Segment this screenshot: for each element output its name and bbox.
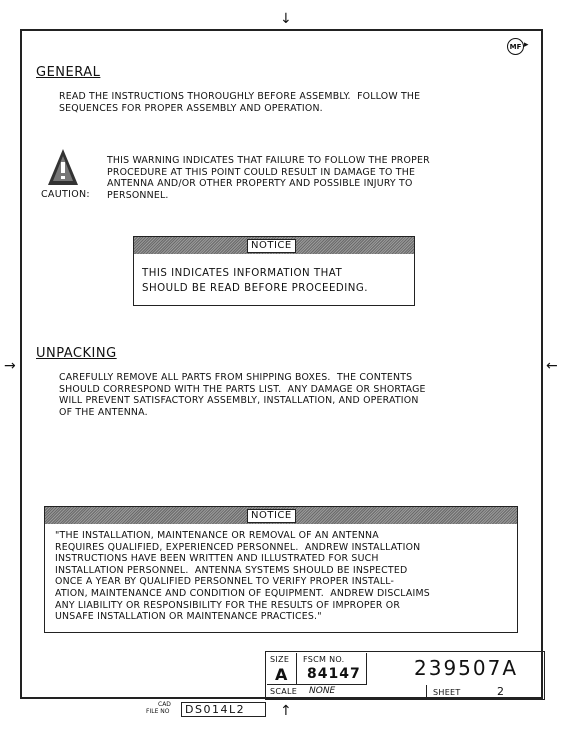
fscm-label: FSCM NO.: [303, 655, 345, 664]
caution-label: CAUTION:: [41, 189, 90, 200]
center-mark-top-arrow: ↓: [280, 11, 292, 27]
cad-label: CAD: [158, 701, 171, 708]
unpacking-heading: UNPACKING: [36, 346, 117, 361]
installation-notice-box: [44, 506, 518, 633]
notice-header-bar: [134, 237, 414, 254]
scale-value: NONE: [309, 686, 336, 696]
scale-label: SCALE: [270, 687, 298, 696]
installation-notice-label: NOTICE: [247, 509, 296, 523]
cad-file-label: FILE NO: [146, 708, 170, 715]
notice-label: NOTICE: [247, 239, 296, 253]
unpacking-text: CAREFULLY REMOVE ALL PARTS FROM SHIPPING BOXES. THE CONTENTS SHOULD CORRESPOND WITH THE PARTS LIST. ANY DAMAGE OR SHORTAGE WILL PREVENT SATISFACTORY ASSEMBLY, INSTALLATION, AND OPERATION OF THE ANTENNA.: [59, 372, 426, 418]
scale-cell: [267, 685, 427, 699]
general-heading: GENERAL: [36, 65, 101, 80]
fscm-value: 84147: [307, 666, 361, 682]
size-value: A: [275, 665, 288, 684]
size-label: SIZE: [270, 655, 290, 664]
fscm-cell: [297, 653, 367, 685]
center-mark-left-arrow: →: [4, 358, 16, 374]
notice-box: [133, 236, 415, 306]
size-cell: [267, 653, 297, 685]
mf-logo-arrow-icon: ▸: [524, 40, 529, 50]
installation-notice-text: "THE INSTALLATION, MAINTENANCE OR REMOVAL OF AN ANTENNA REQUIRES QUALIFIED, EXPERIENCED PERSONNEL. ANDREW INSTALLATION INSTRUCTIONS HAVE BEEN WRITTEN AND ILLUSTRATED FOR SUCH INSTALLATION PERSONNEL. ANTENNA SYSTEMS SHOULD BE INSPECTED ONCE A YEAR BY QUALIFIED PERSONNEL TO VERIFY PROPER INSTALL- ATION, MAINTENANCE AND CONDITION OF EQUIPMENT. ANDREW DISCLAIMS ANY LIABILITY OR RESPONSIBILITY FOR THE RESULTS OF IMPROPER OR UNSAFE INSTALLATION OR MAINTENANCE PRACTICES.": [55, 530, 430, 623]
drawing-number: 239507A: [414, 656, 519, 680]
general-instructions: READ THE INSTRUCTIONS THOROUGHLY BEFORE ASSEMBLY. FOLLOW THE SEQUENCES FOR PROPER ASSEMBLY AND OPERATION.: [59, 91, 421, 114]
cad-file-number: DS014L2: [181, 702, 266, 717]
notice-text: THIS INDICATES INFORMATION THAT SHOULD BE READ BEFORE PROCEEDING.: [142, 268, 368, 294]
center-mark-right-arrow: ←: [546, 358, 558, 374]
installation-notice-header-bar: [45, 507, 517, 524]
caution-triangle-icon: [47, 148, 79, 186]
sheet-label: SHEET: [433, 688, 461, 697]
caution-text: THIS WARNING INDICATES THAT FAILURE TO FOLLOW THE PROPER PROCEDURE AT THIS POINT COULD RESULT IN DAMAGE TO THE ANTENNA AND/OR OTHER PROPERTY AND POSSIBLE INJURY TO PERSONNEL.: [107, 155, 430, 201]
sheet-value: 2: [497, 685, 504, 698]
mf-logo: MF: [507, 38, 524, 55]
center-mark-bottom-arrow: ↑: [280, 703, 292, 719]
